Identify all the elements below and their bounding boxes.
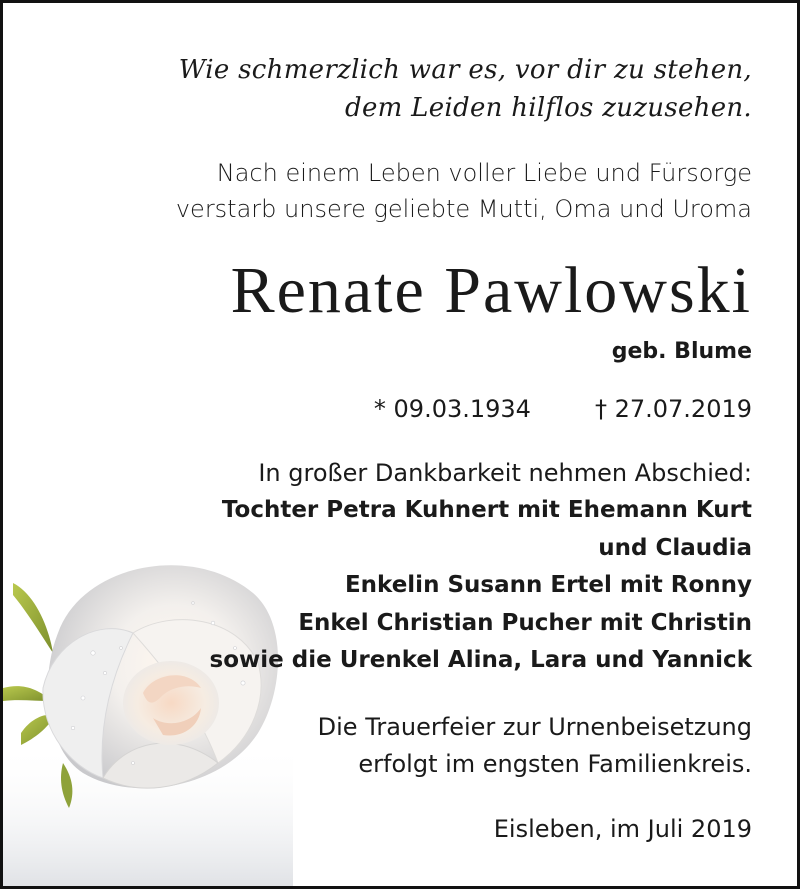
mourner-line: Tochter Petra Kuhnert mit Ehemann Kurt (221, 497, 752, 523)
poem-line-2: dem Leiden hilflos zuzusehen. (345, 93, 752, 123)
poem-verse (179, 51, 752, 127)
ceremony-line-2: erfolgt im engsten Familienkreis. (358, 750, 752, 778)
intro-line-2: verstarb unsere geliebte Mutti, Oma und Uroma (175, 195, 752, 223)
birth-date: * 09.03.1934 (373, 395, 531, 423)
poem-line-1: Wie schmerzlich war es, vor dir zu stehen, (178, 55, 752, 85)
mourners-list (210, 492, 752, 680)
life-dates (374, 391, 752, 427)
intro-line-1: Nach einem Leben voller Liebe und Fürsorge (216, 159, 752, 187)
mourner-line: Enkel Christian Pucher mit Christin (298, 609, 752, 636)
deceased-name: Renate Pawlowski (230, 254, 752, 327)
intro-text (176, 155, 752, 227)
ceremony-line-1: Die Trauerfeier zur Urnenbeisetzung (317, 713, 752, 741)
mourner-line: sowie die Urenkel Alina, Lara und Yannick (209, 647, 752, 673)
maiden-name: geb. Blume (611, 339, 752, 364)
mourner-line: Enkelin Susann Ertel mit Ronny (344, 572, 752, 598)
death-date: † 27.07.2019 (594, 395, 752, 423)
place-and-date: Eisleben, im Juli 2019 (493, 815, 752, 843)
mourner-line: und Claudia (598, 534, 752, 561)
farewell-heading: In großer Dankbarkeit nehmen Abschied: (258, 459, 752, 487)
ceremony-note (318, 709, 752, 783)
